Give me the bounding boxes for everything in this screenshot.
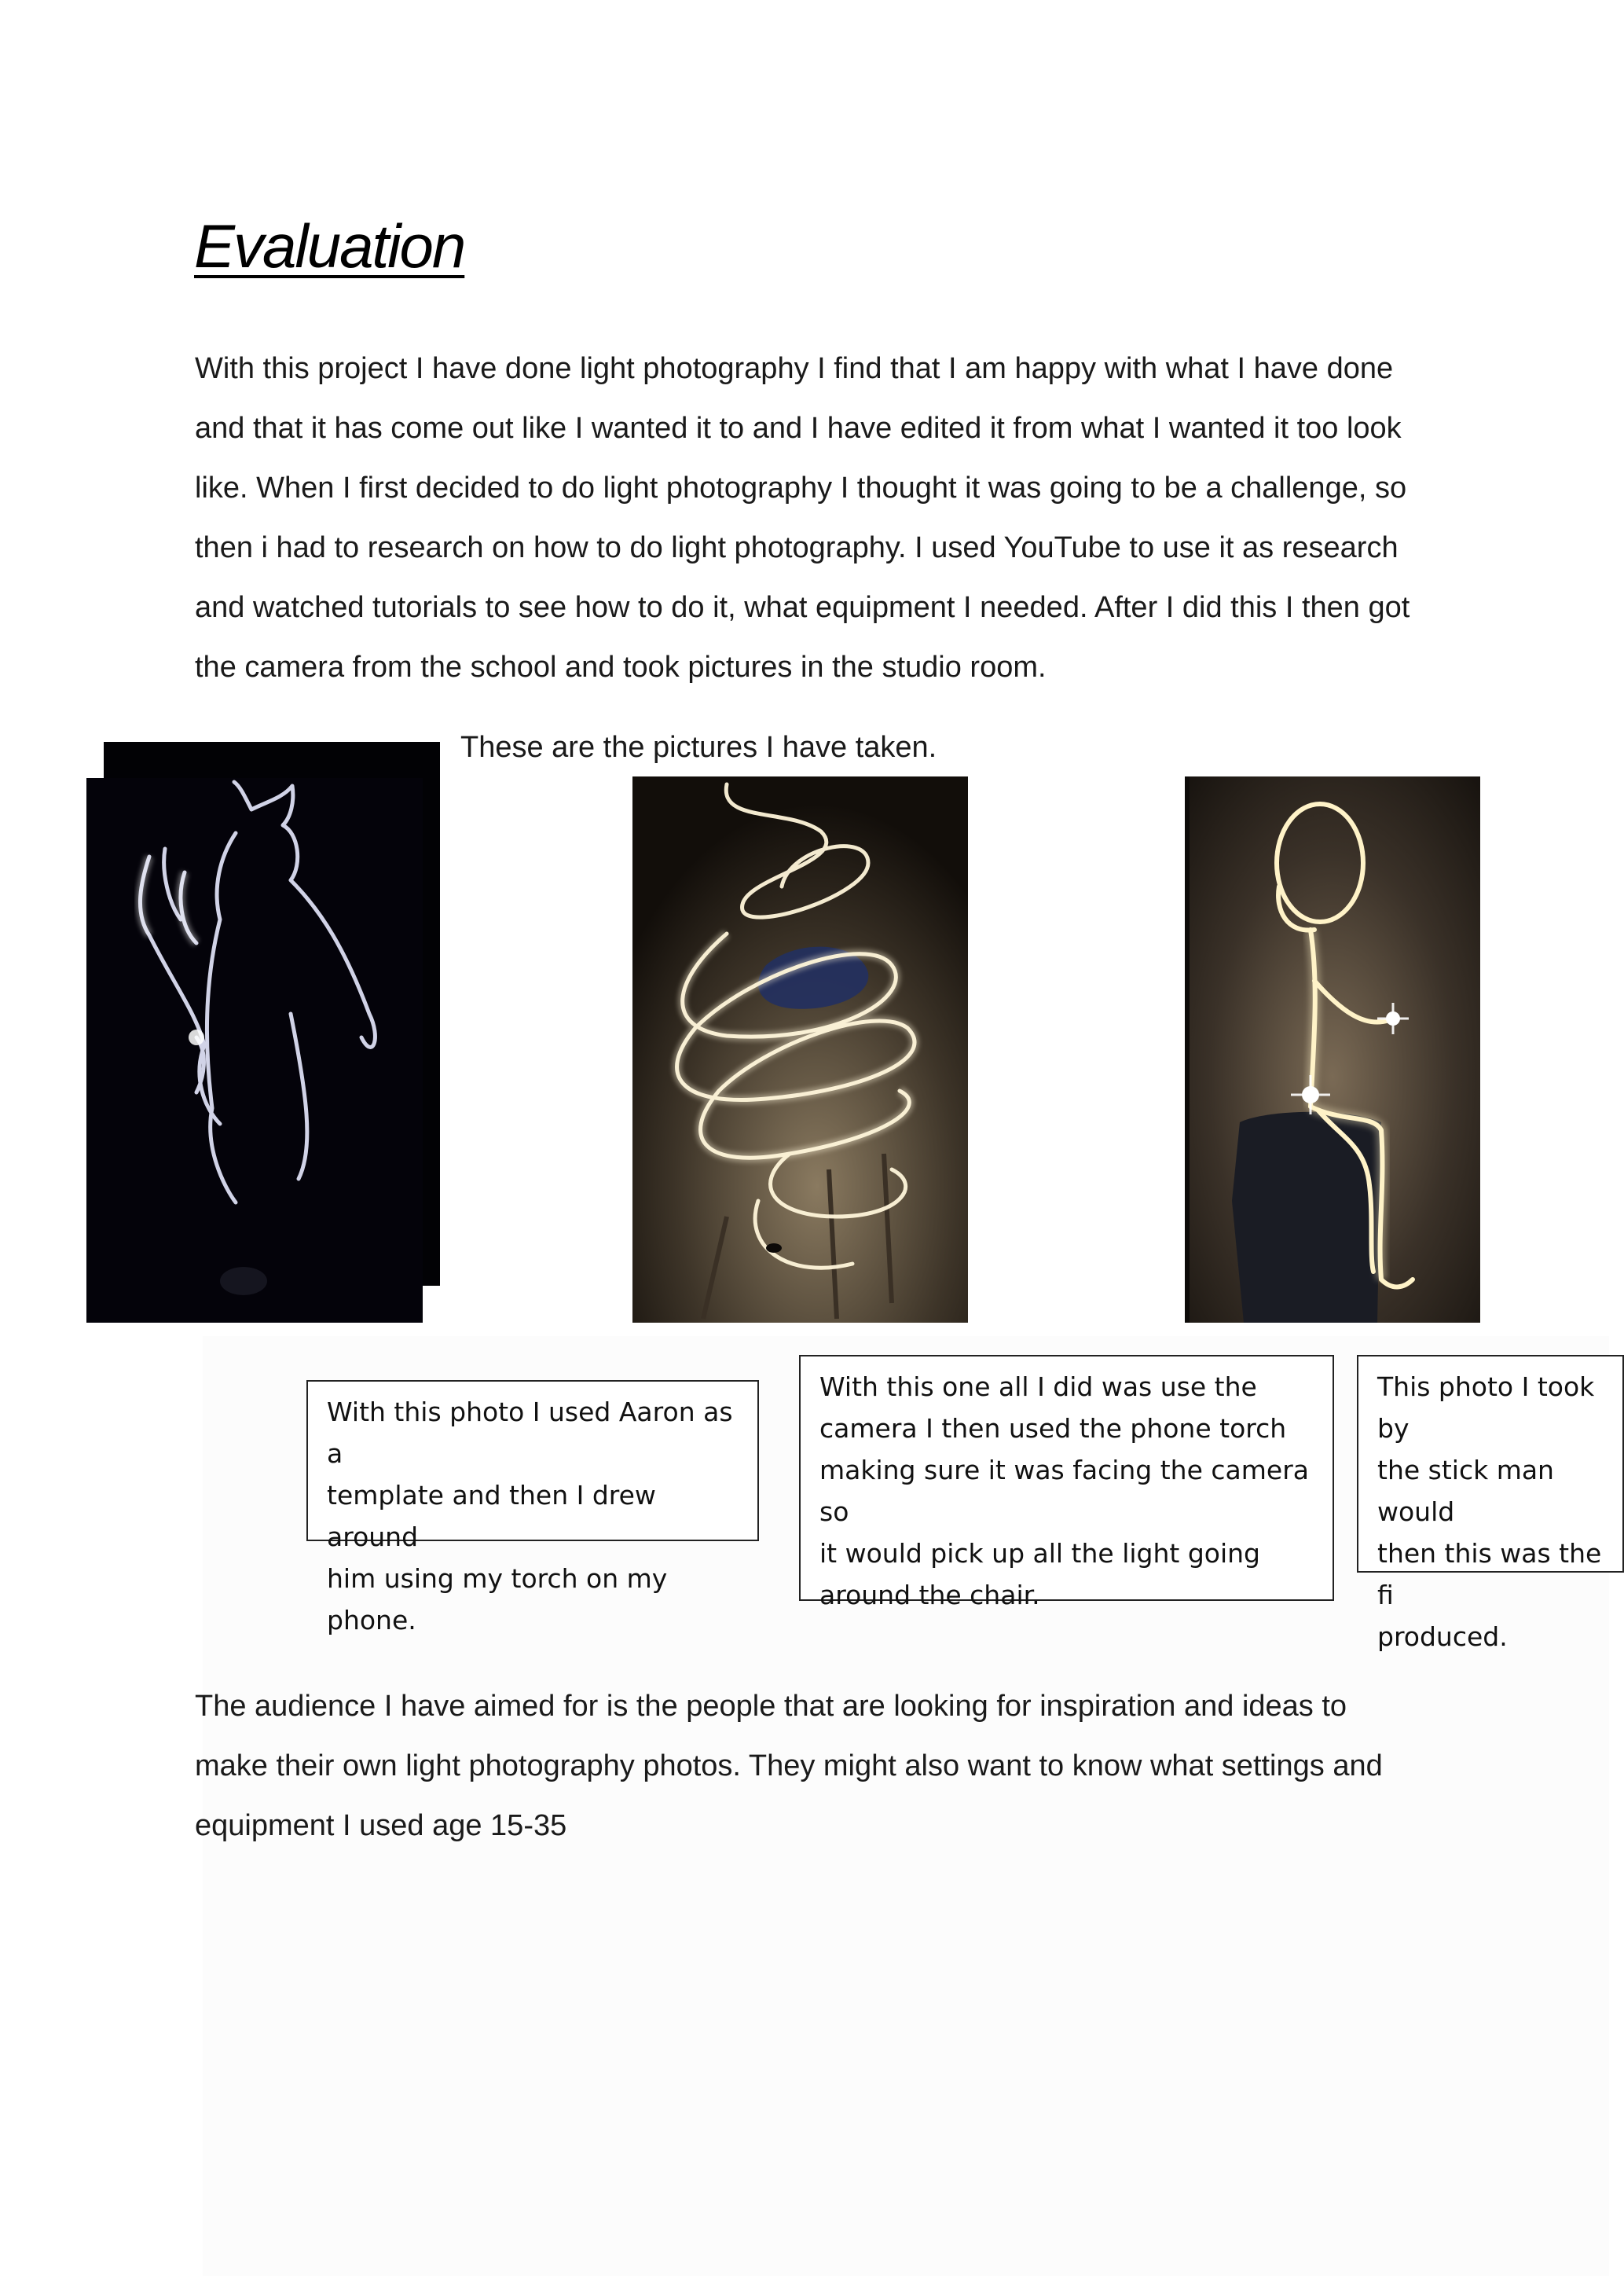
note-text: With this one all I did was use the camera I then used the phone torch making sure it was facing the camera so it would pick up all the light going around the chair. [819,1371,1309,1610]
intro-line: and that it has come out like I wanted it to and I have edited it from what I wanted it too look [195,412,1402,445]
note-text: With this photo I used Aaron as a template and then I drew around him using my torch on my phone. [327,1397,733,1635]
note-text: This photo I took by the stick man would then this was the fi produced. [1377,1371,1602,1652]
audience-paragraph [195,1676,1436,1856]
chair-swirl-photo [632,776,968,1323]
note-stick-man-photo [1357,1355,1624,1652]
intro-line: then i had to research on how to do light photography. I used YouTube to use it as research [195,531,1399,564]
intro-line: With this project I have done light photography I find that I am happy with what I have done [195,352,1394,385]
page-title: Evaluation [194,211,465,281]
audience-line: equipment I used age 15-35 [195,1809,567,1842]
intro-line: and watched tutorials to see how to do it, what equipment I needed. After I did this I then got [195,591,1410,624]
stick-man-photo [1185,776,1480,1323]
pictures-caption: These are the pictures I have taken. [460,731,937,764]
stick-man-graphic [1185,776,1480,1323]
note-devil-photo [306,1380,759,1635]
intro-paragraph [195,339,1436,697]
devil-light-drawing-photo [86,778,423,1323]
chair-swirl-graphic [632,776,968,1323]
intro-line: like. When I first decided to do light photography I thought it was going to be a challenge, so [195,472,1407,505]
audience-line: make their own light photography photos. They might also want to know what settings and [195,1749,1383,1782]
devil-light-drawing-graphic [86,778,423,1323]
audience-line: The audience I have aimed for is the people that are looking for inspiration and ideas to [195,1690,1347,1723]
intro-line: the camera from the school and took pictures in the studio room. [195,651,1047,684]
note-chair-photo [799,1355,1334,1610]
